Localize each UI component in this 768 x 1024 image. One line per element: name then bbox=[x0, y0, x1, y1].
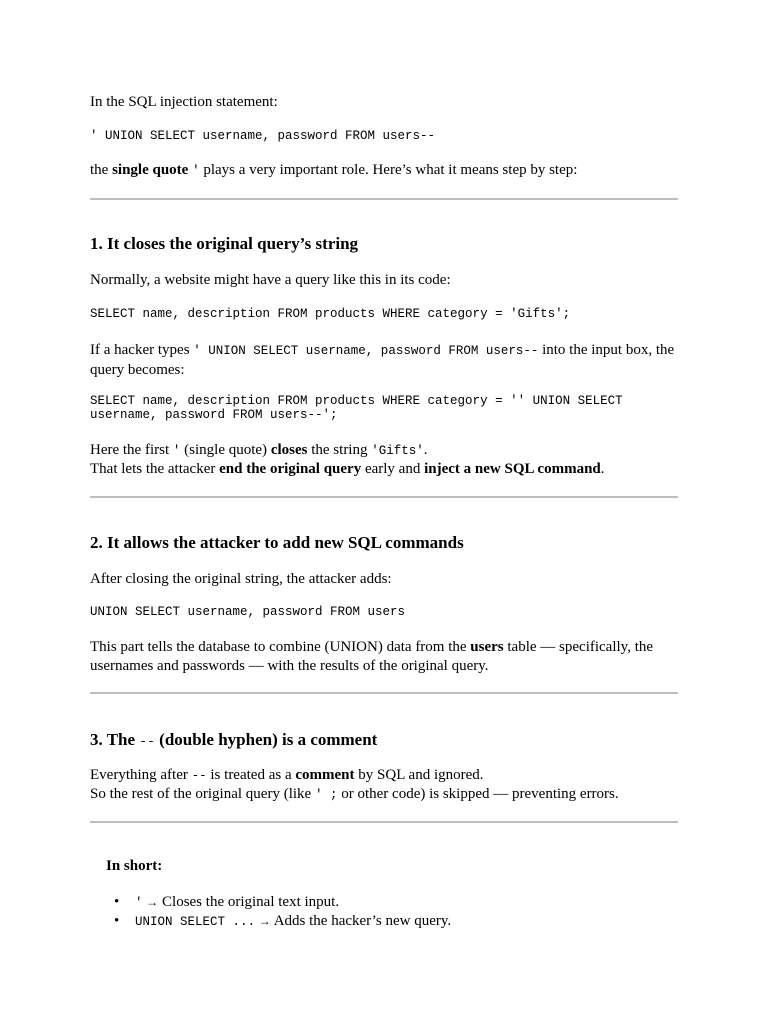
paragraph: Normally, a website might have a query like this in its code: bbox=[90, 272, 451, 288]
code-block: UNION SELECT username, password FROM users bbox=[90, 605, 406, 619]
section-heading: 1. It closes the original query’s string bbox=[90, 234, 359, 253]
right-arrow-icon: → bbox=[146, 895, 159, 909]
paragraph: Everything after -- is treated as a comment by SQL and ignored. bbox=[90, 767, 484, 783]
inline-code: -- bbox=[191, 769, 207, 783]
section-heading: 2. It allows the attacker to add new SQL commands bbox=[90, 533, 464, 552]
inline-code: ' UNION SELECT username, password FROM users-- bbox=[193, 344, 539, 358]
inline-code: 'Gifts' bbox=[371, 444, 424, 458]
intro-explanation: the single quote ' plays a very important role. Here’s what it means step by step: bbox=[90, 162, 578, 178]
divider bbox=[90, 496, 678, 498]
paragraph: That lets the attacker end the original query early and inject a new SQL command. bbox=[90, 461, 605, 477]
paragraph: So the rest of the original query (like ' ; or other code) is skipped — preventing errors. bbox=[90, 786, 619, 802]
code-block: SELECT name, description FROM products WHERE category = 'Gifts'; bbox=[90, 307, 571, 321]
summary-list bbox=[90, 893, 678, 931]
code-block: SELECT name, description FROM products WHERE category = '' UNION SELECT username, password FROM users--'; bbox=[90, 394, 623, 422]
inline-code: ' bbox=[172, 444, 181, 458]
injection-code: ' UNION SELECT username, password FROM users-- bbox=[90, 129, 436, 143]
inline-code: -- bbox=[139, 734, 155, 749]
paragraph: This part tells the database to combine (UNION) data from the users table — specifically, the usernames and passwords — with the results of the original query. bbox=[90, 639, 654, 674]
paragraph: Here the first ' (single quote) closes the string 'Gifts'. bbox=[90, 442, 428, 458]
bullet: • bbox=[114, 913, 120, 929]
paragraph: After closing the original string, the attacker adds: bbox=[90, 571, 392, 587]
list-item bbox=[90, 912, 678, 931]
paragraph: If a hacker types ' UNION SELECT username, password FROM users-- into the input box, the query becomes: bbox=[90, 342, 675, 378]
intro-line: In the SQL injection statement: bbox=[90, 94, 278, 110]
inline-code: ' bbox=[135, 896, 143, 910]
right-arrow-icon: → bbox=[258, 914, 271, 928]
inline-code: ' bbox=[192, 164, 200, 178]
section-heading: 3. The -- (double hyphen) is a comment bbox=[90, 730, 378, 749]
list-item-text: Adds the hacker’s new query. bbox=[273, 913, 452, 929]
inline-code: UNION SELECT ... bbox=[135, 915, 256, 929]
divider bbox=[90, 821, 678, 823]
divider bbox=[90, 692, 678, 694]
list-item-text: Closes the original text input. bbox=[162, 894, 340, 910]
summary-heading: In short: bbox=[106, 858, 163, 874]
bullet: • bbox=[114, 894, 120, 910]
divider bbox=[90, 198, 678, 200]
list-item bbox=[90, 893, 678, 912]
inline-code: ' ; bbox=[314, 788, 338, 802]
